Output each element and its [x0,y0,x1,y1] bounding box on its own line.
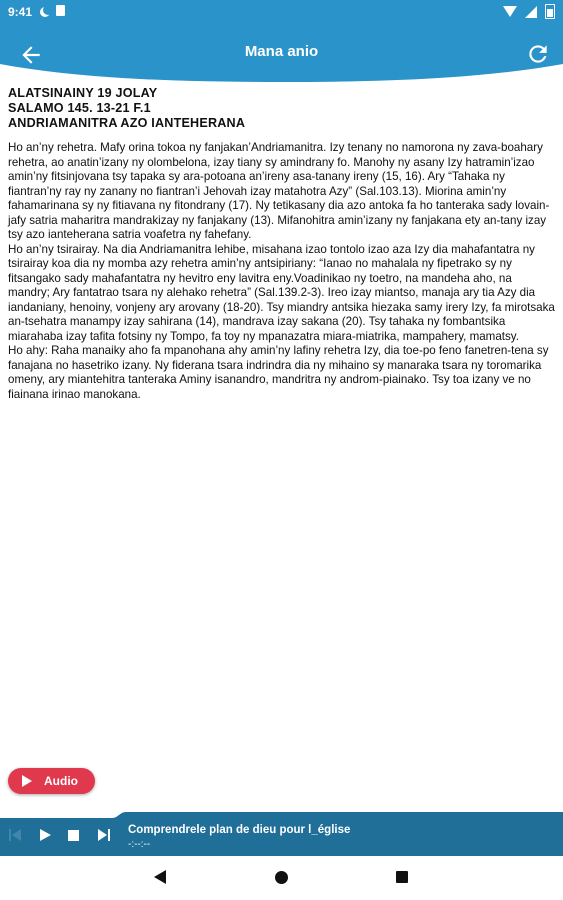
wifi-icon [503,6,517,17]
article-content [8,86,555,402]
page-title: Mana anio [244,43,319,60]
play-icon[interactable] [40,829,51,841]
article-paragraph-1: Ho an’ny rehetra. Mafy orina tokoa ny fanjakan’Andriamanitra. Izy tenany no namorona ny zava-boahary rehetra, ao anatin’izany ny olombelona, izay tiany sy amindrany fo. Manohy ny asany Izy hatramin’izao amin’ny fitsinjovana tsy tapaka sy ara-potoana an’ireny asa-tanany ireny (15, 16). Ary “Tahaka ny fiantran’ny ray ny zanany no fiantran’i Jehovah izay matahotra Azy” (Sal.103.13). Miorina amin’ny fahamarinana sy ny fitiavana ny fitondrany (17). Ny tetikasany dia azo antoka fa ho tanteraka sady lovain-jafy satria maharitra mandrakizay ny fanjakany (13). Mifanohitra amin’izany ny fanjakana ety an-tany izay tsy azo ianteherana satria voafetra ny fahefany. [8,141,550,241]
app-bar [0,24,563,82]
skip-previous-icon[interactable] [9,829,21,841]
article-title: ANDRIAMANITRA AZO IANTEHERANA [8,116,246,130]
battery-icon [545,4,555,19]
status-bar [0,0,563,24]
signal-icon [525,6,537,18]
nav-home-icon[interactable] [275,871,288,884]
audio-button[interactable] [8,768,95,794]
article-reference: SALAMO 145. 13-21 F.1 [8,101,151,115]
status-time: 9:41 [8,5,33,19]
play-icon [22,775,32,787]
system-nav-bar [0,856,563,900]
stop-icon[interactable] [68,830,79,841]
nav-recents-icon[interactable] [396,871,408,883]
track-title: Comprendrele plan de dieu pour l_église [128,824,351,836]
audio-player-bar [0,812,563,856]
track-time: -:--:-- [128,839,151,850]
sd-card-icon [56,5,65,16]
skip-next-icon[interactable] [98,829,110,841]
article-paragraph-3: Ho ahy: Raha manaiky aho fa mpanohana ahy amin’ny lafiny rehetra Izy, dia toe-po feno fanetren-tena sy fanajana no hasetriko izany. Ny fiderana tsara indrindra dia ny mihaino sy manaraka tsara ny toromarika omeny, ary miantehitra tanteraka Aminy isanandro, mandritra ny androm-piainako. Tsy toa izany ve no fiainana irinao manokana. [8,344,549,401]
article-date: ALATSINAINY 19 JOLAY [8,86,158,100]
article-paragraph-2: Ho an’ny tsirairay. Na dia Andriamanitra lehibe, misahana izao tontolo izao aza Izy dia mahafantatra ny tsirairay koa dia ny momba azy rehetra amin’ny antsipiriany: “Ianao no mahalala ny fipetrako sy ny fitsangako sady mahafantatra ny hevitro eny lavitra eny.Voadinikao ny toetro, na mandeha aho, na mandry; Ary fantatrao tsara ny alehako rehetra” (Sal.139.2-3). Ireo izay miantso, manaja ary tia Azy dia iandaniany, henoiny, vonjeny ary arovany (18-20). Tsy miandry antsika hiezaka samy irery Izy, fa mirotsaka an-tsehatra manampy izay sahirana (14), mandrava izay sakana (20). Tsy tahaka ny fombantsika miarahaba izay tafita fotsiny ny Tompo, fa toy ny mpanazatra miara-miatrika, mampahery, mamatsy. [8,242,555,343]
audio-button-label: Audio [44,774,78,788]
refresh-icon[interactable] [525,41,551,67]
moon-icon [43,5,53,15]
nav-back-icon[interactable] [154,870,166,884]
